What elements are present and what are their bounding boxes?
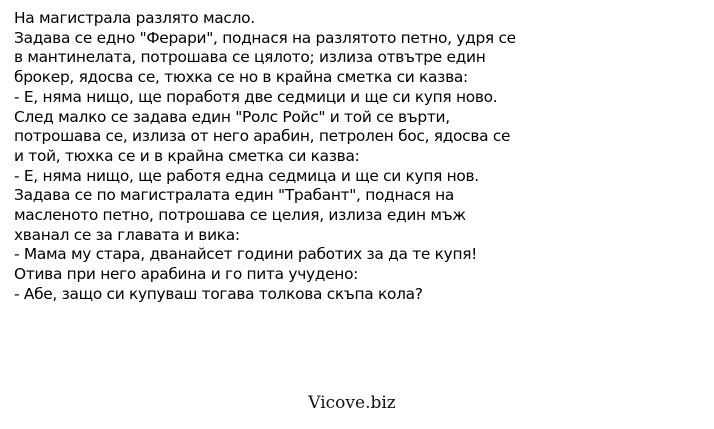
joke-line: Задава се едно "Ферари", поднася на разлятото петно, удря се [14, 28, 516, 47]
joke-line: - Е, няма нищо, ще работя една седмица и ще си купя нов. [14, 166, 479, 185]
joke-line: в мантинелата, потрошава се цялото; излиза отвътре един [14, 48, 486, 67]
joke-line: потрошава се, излиза от него арабин, петролен бос, ядосва се [14, 127, 511, 146]
joke-line: На магистрала разлято масло. [14, 9, 255, 27]
joke-line: - Абе, защо си купуваш тогава толкова скъпа кола? [14, 284, 423, 303]
joke-line: Отива при него арабина и го пита учудено: [14, 265, 359, 284]
joke-line: След малко се задава един "Ролс Ройс" и той се върти, [14, 107, 450, 126]
joke-line: хванал се за главата и вика: [14, 225, 240, 244]
site-watermark: Vicove.biz [308, 393, 396, 413]
joke-line: и той, тюхка се и в крайна сметка си казва: [14, 146, 360, 165]
joke-line: брокер, ядосва се, тюхка се но в крайна сметка си казва: [14, 68, 468, 87]
joke-line: Задава се по магистралата един "Трабант", поднася на [14, 186, 454, 205]
joke-text [14, 9, 704, 305]
joke-line: - Мама му стара, дванайсет години работих за да те купя! [14, 245, 478, 264]
joke-line: масленото петно, потрошава се целия, излиза един мъж [14, 206, 466, 225]
joke-line: - Е, няма нищо, ще поработя две седмици и ще си купя ново. [14, 87, 498, 106]
